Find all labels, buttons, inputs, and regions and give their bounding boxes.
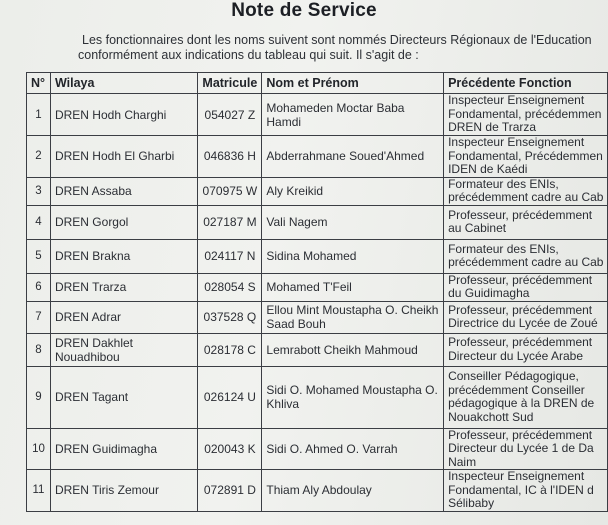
fonction-line: Inspecteur Enseignement [448, 469, 585, 483]
fonction-line: Formateur des ENIs, [448, 241, 559, 256]
row-wilaya [50, 94, 197, 136]
row-matricule: 020043 K [198, 428, 262, 470]
row-fonction [444, 177, 608, 205]
row-matricule: 054027 Z [198, 94, 262, 136]
row-nom: Lemrabott Cheikh Mahmoud [262, 333, 444, 366]
fonction-line: Professeur, précédemment [448, 207, 593, 222]
row-fonction [444, 94, 608, 136]
header-matricule: Matricule [198, 73, 262, 94]
fonction-line: Professeur, précédemment [448, 428, 593, 442]
wilaya-line: DREN Adrar [54, 310, 121, 324]
wilaya-line: DREN Gorgol [54, 215, 129, 229]
fonction-line: précédemment cadre au Cab [448, 255, 604, 269]
fonction-line: Professeur, précédemment [448, 335, 593, 349]
row-matricule: 027187 M [198, 205, 262, 239]
row-matricule: 037528 Q [198, 301, 262, 333]
row-fonction [444, 428, 608, 470]
fonction-line: précédemment cadre au Cab [448, 190, 604, 204]
row-wilaya [50, 205, 197, 239]
fonction-line: Professeur, précédemment [448, 302, 593, 317]
table-row [27, 273, 608, 301]
row-nom: Thiam Aly Abdoulay [262, 470, 444, 512]
row-fonction [444, 205, 608, 239]
row-matricule: 028178 C [198, 333, 262, 366]
table-row [27, 428, 608, 470]
row-number: 8 [27, 333, 51, 366]
intro-paragraph [78, 33, 602, 63]
row-number: 10 [27, 428, 51, 470]
row-number: 4 [27, 205, 51, 239]
wilaya-line: DREN Dakhlet [54, 335, 133, 350]
row-matricule: 026124 U [198, 366, 262, 428]
header-fonction: Précédente Fonction [444, 73, 608, 94]
row-fonction [444, 273, 608, 301]
document-title: Note de Service [231, 0, 377, 21]
fonction-line: Inspecteur Enseignement [448, 93, 585, 108]
fonction-line: Sélibaby [448, 496, 495, 510]
wilaya-line: DREN Tagant [54, 390, 129, 404]
row-nom: Mohameden Moctar Baba Hamdi [262, 94, 444, 136]
row-nom: Ellou Mint Moustapha O. Cheikh Saad Bouh [262, 301, 444, 333]
fonction-line: IDEN de Kaédi [448, 162, 528, 176]
wilaya-line: DREN Guidimagha [54, 441, 158, 456]
row-wilaya [50, 366, 197, 428]
fonction-line: DREN de Trarza [448, 120, 537, 135]
fonction-line: Fondamental, IC à l'IDEN d [448, 482, 594, 497]
row-number: 9 [27, 366, 51, 428]
header-num: N° [27, 73, 51, 94]
wilaya-line: Nouadhibou [54, 349, 120, 364]
row-nom: Sidi O. Ahmed O. Varrah [262, 428, 444, 470]
table-row [27, 205, 608, 239]
table-row [27, 136, 608, 178]
wilaya-line: DREN Brakna [54, 249, 131, 263]
fonction-line: au Cabinet [448, 221, 507, 235]
row-matricule: 024117 N [198, 239, 262, 273]
table-row [27, 470, 608, 512]
row-wilaya [50, 273, 197, 301]
row-wilaya [50, 333, 197, 366]
row-nom: Sidi O. Mohamed Moustapha O. Khliva [262, 366, 444, 428]
row-wilaya [50, 177, 197, 205]
fonction-line: Directeur du Lycée Arabe [448, 348, 584, 363]
row-wilaya [50, 301, 197, 333]
row-matricule: 070975 W [198, 177, 262, 205]
table-row [27, 239, 608, 273]
fonction-line: du Guidimagha [448, 286, 530, 300]
fonction-line: Formateur des ENIs, [448, 177, 559, 191]
row-wilaya [50, 428, 197, 470]
table-row [27, 366, 608, 428]
row-nom: Vali Nagem [262, 205, 444, 239]
row-fonction [444, 301, 608, 333]
row-fonction [444, 333, 608, 366]
wilaya-line: DREN Hodh Charghi [54, 107, 167, 122]
row-number: 2 [27, 136, 51, 178]
table-row [27, 333, 608, 366]
table-header-row [27, 73, 608, 94]
row-number: 1 [27, 94, 51, 136]
fonction-line: Professeur, précédemment [448, 273, 593, 287]
wilaya-line: DREN Assaba [54, 184, 132, 198]
fonction-line: Naim [448, 454, 477, 469]
row-wilaya [50, 136, 197, 178]
row-number: 3 [27, 177, 51, 205]
wilaya-line: DREN Hodh El Gharbi [54, 149, 175, 164]
row-matricule: 028054 S [198, 273, 262, 301]
row-nom: Aly Kreikid [262, 177, 444, 205]
row-number: 5 [27, 239, 51, 273]
row-number: 6 [27, 273, 51, 301]
table-row [27, 301, 608, 333]
wilaya-line: DREN Tiris Zemour [54, 483, 159, 498]
intro-line: Les fonctionnaires dont les noms suivent sont nommés Directeurs Régionaux de l'Education [82, 33, 592, 47]
row-matricule: 072891 D [198, 470, 262, 512]
row-wilaya [50, 239, 197, 273]
fonction-line: Nouakchott Sud [448, 409, 534, 424]
header-nom: Nom et Prénom [262, 73, 444, 94]
fonction-line: Inspecteur Enseignement [448, 135, 585, 149]
row-number: 11 [27, 470, 51, 512]
row-fonction [444, 470, 608, 512]
row-nom: Sidina Mohamed [262, 239, 444, 273]
row-number: 7 [27, 301, 51, 333]
fonction-line: pédagogique à la DREN de [448, 396, 595, 410]
fonction-line: Directrice du Lycée de Zoué [448, 316, 598, 330]
table-row [27, 94, 608, 136]
fonction-line: Directeur du Lycée 1 de Da [448, 441, 594, 455]
row-fonction [444, 136, 608, 178]
intro-line: conformément aux indications du tableau qui suit. Il s'agit de : [78, 48, 419, 62]
appointments-table [26, 72, 608, 512]
fonction-line: Fondamental, précédemmen [448, 106, 602, 121]
row-fonction [444, 239, 608, 273]
row-fonction [444, 366, 608, 428]
fonction-line: Fondamental, Précédemmen [448, 148, 603, 163]
fonction-line: précédemment Conseiller [448, 382, 585, 397]
wilaya-line: DREN Trarza [54, 280, 127, 294]
row-wilaya [50, 470, 197, 512]
row-matricule: 046836 H [198, 136, 262, 178]
fonction-line: Conseiller Pédagogique, [448, 369, 579, 383]
table-row [27, 177, 608, 205]
header-wilaya: Wilaya [50, 73, 197, 94]
row-nom: Abderrahmane Soued'Ahmed [262, 136, 444, 178]
row-nom: Mohamed T'Feil [262, 273, 444, 301]
